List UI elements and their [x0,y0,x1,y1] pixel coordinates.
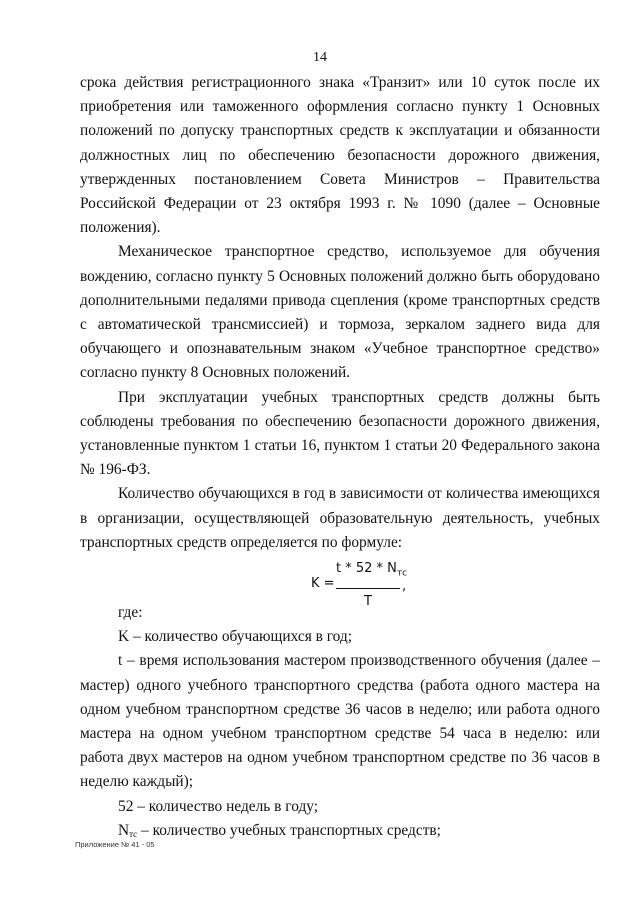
definition-52: 52 – количество недель в году; [118,797,319,815]
definition-ntc-symbol: N [118,821,130,839]
formula-denominator: T [364,593,372,609]
formula-numerator-subscript: тс [396,568,408,579]
formula [80,555,600,609]
definition-ntc-subscript: тс [129,828,138,839]
paragraph-safety-requirements: При эксплуатации учебных транспортных средств должны быть соблюдены требования по обеспечению безопасности дорожного движения, установленные пунктом 1 статьи 16, пунктом 1 статьи 20 Федерального закона № 196-ФЗ. [80,388,600,479]
paragraph-continuation: срока действия регистрационного знака «Транзит» или 10 суток после их приобретения или таможенного оформления согласно пункту 1 Основных положений по допуску транспортных средств к эксплуатации и обязанности должностных лиц по обеспечению безопасности дорожного движения, утвержденных постановлением Совета Министров – Правительства Российской Федерации от 23 октября 1993 г. № 1090 (далее – Основные положения). [80,74,600,237]
paragraph-training-vehicle: Механическое транспортное средство, используемое для обучения вождению, согласно пункту 5 Основных положений должно быть оборудовано дополнительными педалями привода сцепления (кроме транспортных средств с автоматической трансмиссией) и тормоза, зеркалом заднего вида для обучающего и опознавательным знаком «Учебное транспортное средство» согласно пункту 8 Основных положений. [80,243,600,382]
definition-k: K – количество обучающихся в год; [118,628,353,646]
definition-t: t – время использования мастером производственного обучения (далее – мастер) одного учебного транспортного средства (работа одного мастера на одном учебном транспортном средстве 36 часов в неделю; или работа одного мастера на одном учебном транспортном средстве 54 часа в неделю: или работа двух мастеров на одном учебном транспортном средстве по 36 часов в неделю каждый); [80,652,600,791]
formula-numerator-text: t * 52 * N [336,561,397,577]
formula-trailing: , [402,579,407,595]
formula-lhs: K = [311,576,335,592]
formula-numerator [336,557,408,589]
paragraph-students-count: Количество обучающихся в год в зависимости от количества имеющихся в организации, осуществляющей образовательную деятельность, учебных транспортных средств определяется по формуле: [80,485,600,551]
page-footer: Приложение № 41 - 05 [75,840,155,849]
formula-fraction [336,557,408,614]
definition-ntc-text: – количество учебных транспортных средств; [137,821,441,839]
page-number: 14 [313,50,327,65]
document-body [80,71,600,846]
definition-ntc [80,819,600,846]
where-label: где: [118,604,143,622]
